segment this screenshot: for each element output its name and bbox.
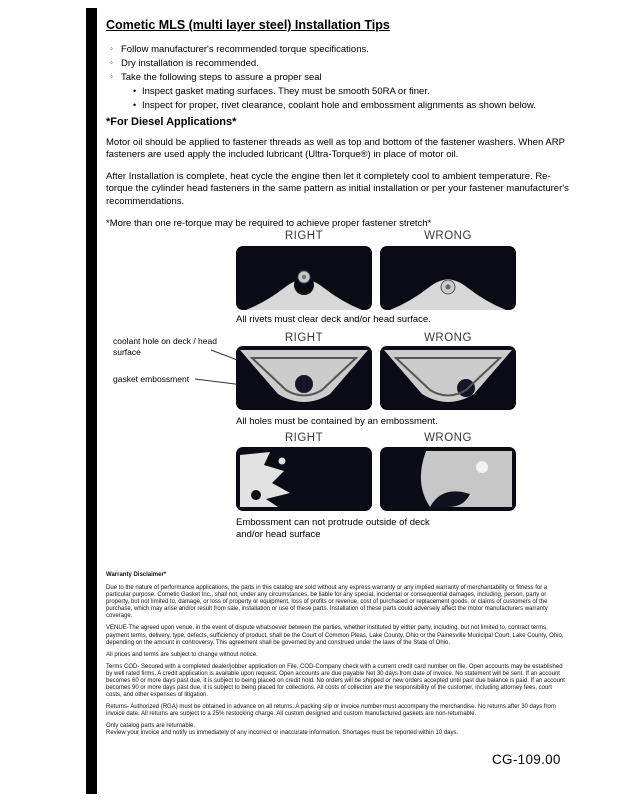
- diesel-applications-section: [106, 116, 570, 230]
- fig1-caption: All rivets must clear deck and/or head surface.: [236, 314, 431, 325]
- fig1-right-label: RIGHT: [284, 230, 324, 242]
- disclaimer-paragraph: Terms COD- Secured with a completed dealer/jobber application on File, COD-Company check with a current credit card number on file. Open accounts may be established by well rated firms. A credit application is available upon request. Open accounts are due payable Net 30 days from date of invoice. No statement will be sent. If an account becomes 60 or more days past due, it is subject to being placed on credit hold. No orders will be shipped or new orders accepted until past due balance is paid. If an account becomes 90 or more days past due, it is subject to being placed for collections. All costs of collection are the responsibility of the customer, including attorney fees, court costs, and other expenses of litigation.: [106, 663, 565, 699]
- fig2-right-panel: [236, 346, 372, 410]
- warranty-disclaimer-section: [106, 572, 566, 742]
- fig3-wrong-label: WRONG: [424, 432, 472, 444]
- disclaimer-paragraph: All prices and terms are subject to change without notice.: [106, 651, 258, 658]
- disclaimer-paragraph: VENUE-The agreed upon venue, in the event of dispute whatsoever between the parties, whether instituted by either party, including, but not limited to, contract terms, payment terms, delivery, type, defects, sufficiency of product, shall be the Court of Common Pleas, Lake County, Ohio or the Painesville Municipal Court, Lake County, Ohio, depending on the amount in controversy. This agreement shall be governed by and construed under the laws of the State of Ohio.: [106, 625, 564, 646]
- disclaimer-paragraph: Only catalog parts are returnable.: [106, 723, 196, 730]
- fig3-right-label: RIGHT: [284, 432, 324, 444]
- tips-sublist: [133, 86, 594, 112]
- list-item: • Inspect for proper, rivet clearance, coolant hole and embossment alignments as shown below.: [133, 100, 594, 112]
- fig2-caption: All holes must be contained by an embossment.: [236, 416, 438, 427]
- fig1-wrong-label: WRONG: [424, 230, 472, 242]
- left-margin-bar: [86, 8, 97, 794]
- figures-section: [105, 228, 595, 550]
- list-item: ◦ Dry installation is recommended.: [112, 58, 594, 70]
- retorque-note: *More than one re-torque may be required to achieve proper fastener stretch*: [106, 217, 432, 229]
- list-item-text: Take the following steps to assure a proper seal: [121, 72, 322, 84]
- gasket-embossment-label: gasket embossment: [113, 374, 190, 384]
- disclaimer-paragraph: Review your invoice and notify us immediately of any incorrect or inaccurate information. Shortages must be reported within 10 days.: [106, 730, 459, 737]
- fig1-wrong-panel: [380, 246, 516, 310]
- list-item: ◦ Follow manufacturer's recommended torque specifications.: [112, 44, 594, 56]
- page-code: CG-109.00: [492, 752, 561, 767]
- list-item: • Inspect gasket mating surfaces. They must be smooth 50RA or finer.: [133, 86, 594, 98]
- fig2-right-label: RIGHT: [284, 332, 324, 344]
- coolant-hole-label: coolant hole on deck / head surface: [113, 336, 217, 357]
- diesel-paragraph-2: After Installation is complete, heat cycle the engine then let it completely cool to ambient temperature. Re-torque the cylinder head fasteners in the same pattern as initial installation or per your fastener manufacturer's recommendations.: [106, 171, 569, 207]
- disclaimer-title: Warranty Disclaimer*: [106, 572, 167, 578]
- tips-list: [112, 44, 594, 114]
- disclaimer-paragraph: Returns- Authorized (RGA) must be obtained in advance on all returns. A packing slip or invoice number must accompany the merchandise. No returns after 30 days from invoice date. All returns are subject to a 25% restocking charge. All custom designed and custom manufactured gaskets are non-returnable.: [106, 704, 556, 718]
- page-title: Cometic MLS (multi layer steel) Installation Tips: [106, 18, 390, 32]
- fig2-wrong-panel: [380, 346, 516, 410]
- fig3-caption: Embossment can not protrude outside of deck and/or head surface: [236, 517, 430, 540]
- diesel-heading: *For Diesel Applications*: [106, 116, 237, 128]
- fig1-right-panel: [236, 246, 372, 310]
- diesel-paragraph-1: Motor oil should be applied to fastener threads as well as top and bottom of the fastener washers. When ARP fasteners are used apply the included lubricant (Ultra-Torque®) in place of motor oil.: [106, 137, 565, 161]
- fig2-wrong-label: WRONG: [424, 332, 472, 344]
- fig3-wrong-panel: [380, 447, 516, 511]
- list-item: [112, 72, 594, 112]
- disclaimer-paragraph: Due to the nature of performance applications, the parts in this catalog are sold without any express warranty or any implied warranty of merchantability or fitness for a particular purpose. Cometic Gasket Inc., shall not, under any circumstances, be liable for any special, incidental or consequential damages, including, person, party or property, but not limited to, damage, or loss of property or equipment, loss of profits or revenue, cost of purchased or replacement goods, or claims of customers of the purchase, which may arise and/or result from sale, installation or use of these parts. Installation of these parts could adversely affect the motor manufacturers warranty coverage.: [106, 585, 548, 620]
- fig3-right-panel: [236, 447, 372, 511]
